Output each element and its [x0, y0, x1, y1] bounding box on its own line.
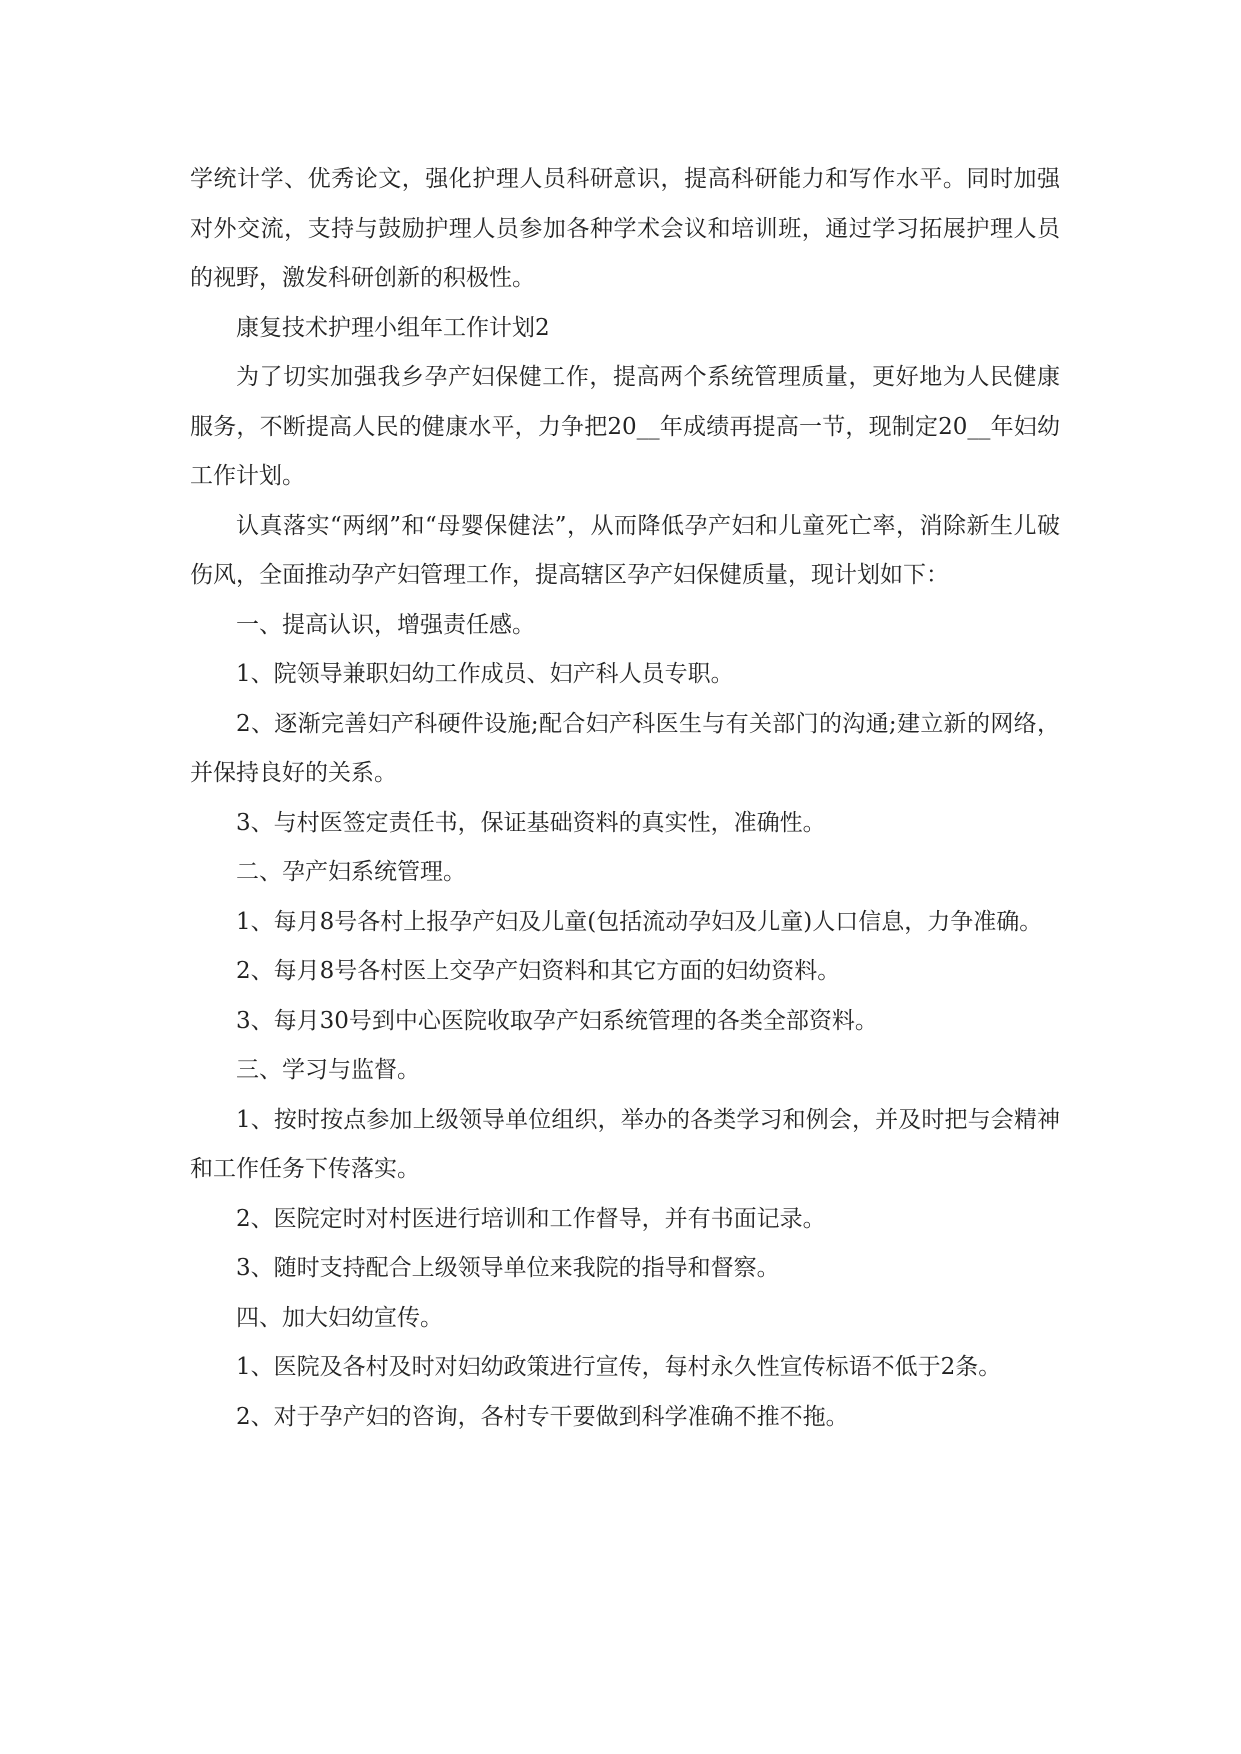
heading-3: 三、学习与监督。	[236, 1057, 420, 1083]
heading-2: 二、孕产妇系统管理。	[236, 859, 466, 885]
list-item: 3、每月30号到中心医院收取孕产妇系统管理的各类全部资料。	[236, 1007, 878, 1034]
list-item: 1、医院及各村及时对妇幼政策进行宣传，每村永久性宣传标语不低于2条。	[236, 1354, 1002, 1380]
list-item: 2、对于孕产妇的咨询，各村专干要做到科学准确不推不拖。	[236, 1403, 849, 1430]
paragraph: 为了切实加强我乡孕产妇保健工作，提高两个系统管理质量，更好地为人民健康服务，不断提高人民的健康水平，力争把20__年成绩再提高一节，现制定20__年妇幼工作计划。	[190, 364, 1060, 489]
paragraph-continuation: 学统计学、优秀论文，强化护理人员科研意识，提高科研能力和写作水平。同时加强对外交流，支持与鼓励护理人员参加各种学术会议和培训班，通过学习拓展护理人员的视野，激发科研创新的积极性。	[190, 166, 1060, 291]
list-item: 2、每月8号各村医上交孕产妇资料和其它方面的妇幼资料。	[236, 958, 841, 984]
list-item: 3、随时支持配合上级领导单位来我院的指导和督察。	[236, 1255, 780, 1281]
section-title: 康复技术护理小组年工作计划2	[236, 314, 550, 341]
heading-1: 一、提高认识，增强责任感。	[236, 611, 535, 638]
list-item: 3、与村医签定责任书，保证基础资料的真实性，准确性。	[236, 809, 826, 836]
list-item: 2、逐渐完善妇产科硬件设施;配合妇产科医生与有关部门的沟通;建立新的网络，并保持良好的关系。	[190, 710, 1060, 786]
list-item: 1、每月8号各村上报孕产妇及儿童(包括流动孕妇及儿童)人口信息，力争准确。	[236, 908, 1043, 935]
document-body	[190, 155, 1060, 1442]
list-item: 1、院领导兼职妇幼工作成员、妇产科人员专职。	[236, 661, 734, 687]
heading-4: 四、加大妇幼宣传。	[236, 1304, 443, 1331]
list-item: 2、医院定时对村医进行培训和工作督导，并有书面记录。	[236, 1205, 826, 1232]
list-item: 1、按时按点参加上级领导单位组织，举办的各类学习和例会，并及时把与会精神和工作任务下传落实。	[190, 1106, 1060, 1182]
paragraph: 认真落实“两纲”和“母婴保健法”，从而降低孕产妇和儿童死亡率，消除新生儿破伤风，全面推动孕产妇管理工作，提高辖区孕产妇保健质量，现计划如下：	[190, 512, 1060, 588]
